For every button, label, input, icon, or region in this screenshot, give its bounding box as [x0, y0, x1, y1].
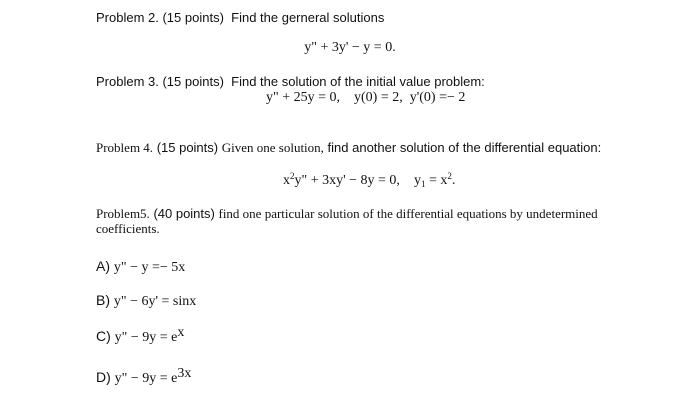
eq-y1: y [413, 173, 421, 188]
eq-y1-subscript: 1 [420, 179, 426, 189]
part-b [96, 292, 196, 310]
part-d [96, 366, 192, 387]
part-d-equation: y" − 9y = e [114, 371, 178, 386]
problem-4-heading [96, 140, 601, 156]
problem-4-equation [283, 173, 455, 189]
problem-3-text: Find the solution of the initial value problem: [231, 74, 485, 89]
part-a [96, 258, 185, 276]
part-d-label: D) [96, 369, 111, 385]
problem-4-text-a: Given one solution, [221, 140, 324, 155]
problem-2-text: Find the gerneral solutions [231, 10, 385, 25]
problem-2-label: Problem 2. (15 points) [96, 10, 224, 25]
part-b-label: B) [96, 292, 110, 308]
part-c-equation: y" − 9y = e [114, 330, 178, 345]
problem-3-ode: y" + 25y = 0, [266, 90, 341, 105]
problem-3-label: Problem 3. (15 points) [96, 74, 224, 89]
part-c-exponent: x [177, 325, 185, 340]
problem-5-points: (40 points) [153, 206, 215, 221]
problem-3-initial-y: y(0) = 2, [354, 90, 403, 105]
part-a-label: A) [96, 258, 110, 274]
part-c [96, 325, 185, 346]
problem-5-text-line1: find one particular solution of the differential equations by undetermined [218, 206, 598, 221]
problem-2-heading [96, 10, 384, 26]
problem-5-heading [96, 206, 598, 222]
eq-y1-exponent: 2 [447, 171, 452, 181]
problem-3-equation [266, 90, 465, 106]
problem-2-equation: y" + 3y' − y = 0. [304, 40, 396, 55]
part-a-equation: y" − y =− 5x [113, 260, 186, 275]
problem-4-points: (15 points) [156, 140, 219, 155]
eq-x: x [283, 173, 290, 188]
problem-4-label: Problem 4. [96, 140, 154, 155]
problem-3-heading [96, 74, 485, 90]
part-c-label: C) [96, 328, 111, 344]
problem-3-initial-dy: y'(0) =− 2 [409, 90, 466, 105]
eq-end: . [451, 173, 456, 188]
eq-y1-rest: = x [425, 173, 448, 188]
problem-5-text-line2: coefficients. [96, 221, 160, 236]
eq-rest: y" + 3xy' − 8y = 0, [294, 173, 400, 188]
eq-x-exponent: 2 [290, 171, 295, 181]
part-b-equation: y" − 6y' = sinx [113, 294, 197, 309]
problem-4-text-b: find another solution of the differential equation: [327, 140, 602, 155]
part-d-exponent: 3x [177, 366, 192, 381]
problem-5-label: Problem5. [96, 206, 150, 221]
